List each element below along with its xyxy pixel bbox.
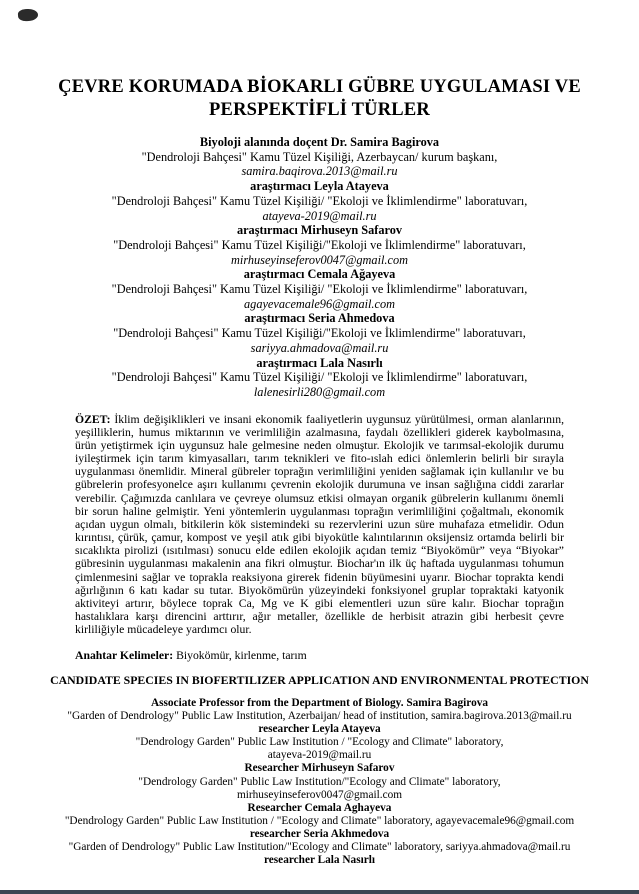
author-email: atayeva-2019@mail.ru (267, 749, 372, 762)
abstract-text: İklim değişiklikleri ve insani ekonomik faaliyetlerin uygunsuz yürütülmesi, orman alanlarının, yeşilliklerin, humus miktarının ve verimliliğin azalmasına, faydalı özellikleri giderek kaybolmasına, ürün yetiştirmek için uygunsuz hale gelmesine neden olmuştur. Ekolojik ve tarımsal-ekolojik durumu iyileştirmek için tarım kimyasalları, tarım teknikleri ve fito-ıslah edici önlemlerin belirli bir sırayla uygulanması önemlidir. Mineral gübreler toprağın verimliliğini yeniden sağlamak için kullanılır ve bu gübrelerin profesyonelce aşırı kullanımı çevrenin ekolojik durumuna ve insan sağlığına ciddi zararlar verebilir. Çağımızda canlılara ve çevreye olumsuz etkisi olmayan organik gübrelerin kullanımı önemli bir sorun haline gelmiştir. Yeni yöntemlerin uygulanması toprağın verimliliğini çoğaltmalı, ekonomik açıdan uygun olmalı, bitkilerin kök sistemindeki su rezervlerini uzun süre muhafaza etmelidir. Odun kırıntısı, çürük, çamur, kompost ve yeşil atık gibi biyokütle kalıntılarının oksijensiz ortamda belirli bir sıcaklıkta pirolizi (ısıtılması) sonucu elde edilen ekolojik açıdan temiz “Biyokömür” veya “Biyokar” gübresinin uygulanması makalenin ana fikri olmuştur. Biochar'ın ilk üç haftada uygulanması tohumun çimlenmesini sağlar ve toprakla reaksiyona girerek fidenin büyümesini uyarır. Biochar toprakta kendi ağırlığının 6 katı kadar su tutar. Biyokömürün yüzeyindeki fonksiyonel gruplar topraktaki katyonik aktiviteyi artırır, böylece toprak Ca, Mg ve K gibi elementleri uzun süre kalır. Biochar toprağın hastalıklara karşı direncini arttırır, ağır metaller, özellikle de herbisit atrazin gibi herbesit çevre kirliliğiyle mücadeleye yardımcı olur. (75, 412, 564, 637)
author-email: atayeva-2019@mail.ru (262, 208, 377, 223)
author-affiliation: "Garden of Dendrology" Public Law Institution, Azerbaijan/ head of institution, samira.bagirova.2013@mail.ru (67, 710, 572, 723)
author-email: lalenesirli280@gmail.com (253, 384, 386, 399)
authors-block-english (0, 697, 639, 867)
paper-title-line-2: PERSPEKTİFLİ TÜRLER (209, 100, 430, 120)
author-affiliation: "Dendrology Garden" Public Law Institution / "Ecology and Climate" laboratory, (135, 736, 504, 749)
author-name: researcher Seria Akhmedova (249, 827, 390, 840)
author-email: agayevacemale96@gmail.com (244, 296, 395, 311)
author-name: Biyoloji alanında doçent Dr. Samira Bagirova (199, 135, 440, 149)
authors-block-turkish (0, 135, 639, 400)
abstract-label: ÖZET: (75, 412, 111, 426)
author-affiliation: "Dendroloji Bahçesi" Kamu Tüzel Kişiliği/"Ekoloji ve İklimlendirme" laboratuvarı, (113, 237, 526, 252)
author-email: samira.baqirova.2013@mail.ru (241, 164, 398, 179)
author-affiliation: "Dendroloji Bahçesi" Kamu Tüzel Kişiliği/ "Ekoloji ve İklimlendirme" laboratuvarı, (111, 370, 528, 385)
paper-title (0, 0, 639, 122)
author-name: araştırmacı Mirhuseyn Safarov (236, 223, 403, 238)
author-name: araştırmacı Seria Ahmedova (244, 311, 395, 326)
author-affiliation: "Dendrology Garden" Public Law Institution/"Ecology and Climate" laboratory, (138, 775, 501, 788)
author-affiliation: "Dendroloji Bahçesi" Kamu Tüzel Kişiliği, Azerbaycan/ kurum başkanı, (141, 149, 498, 164)
author-email: mirhuseyinseferov0047@gmail.com (236, 788, 403, 801)
author-name: araştırmacı Cemala Ağayeva (243, 267, 396, 282)
author-name: Researcher Mirhuseyn Safarov (244, 762, 395, 775)
author-email: sariyya.ahmadova@mail.ru (250, 340, 389, 355)
author-affiliation: "Dendroloji Bahçesi" Kamu Tüzel Kişiliği/ "Ekoloji ve İklimlendirme" laboratuvarı, (111, 282, 528, 297)
author-name: araştırmacı Leyla Atayeva (250, 179, 389, 194)
author-name: researcher Leyla Atayeva (258, 723, 381, 736)
author-affiliation: "Dendroloji Bahçesi" Kamu Tüzel Kişiliği/ "Ekoloji ve İklimlendirme" laboratuvarı, (111, 193, 528, 208)
window-bottom-bar (0, 890, 639, 894)
author-affiliation: "Dendrology Garden" Public Law Institution / "Ecology and Climate" laboratory, agayevacemale96@gmail.com (64, 814, 575, 827)
keywords-text: Biyokömür, kirlenme, tarım (176, 649, 307, 663)
keywords-line (75, 649, 564, 662)
author-email: mirhuseyinseferov0047@gmail.com (231, 252, 408, 267)
author-name: araştırmacı Lala Nasırlı (256, 355, 383, 370)
keywords-label: Anahtar Kelimeler: (75, 649, 174, 663)
author-name: researcher Lala Nasırlı (263, 854, 376, 867)
author-affiliation: "Dendroloji Bahçesi" Kamu Tüzel Kişiliği/"Ekoloji ve İklimlendirme" laboratuvarı, (113, 326, 526, 341)
author-name: Researcher Cemala Aghayeva (247, 801, 392, 814)
english-title: CANDIDATE SPECIES IN BIOFERTILIZER APPLICATION AND ENVIRONMENTAL PROTECTION (50, 673, 589, 688)
paper-title-line-1: ÇEVRE KORUMADA BİOKARLI GÜBRE UYGULAMASI VE (58, 77, 581, 97)
author-affiliation: "Garden of Dendrology" Public Law Institution/"Ecology and Climate" laboratory, sariyya.ahmadova@mail.ru (68, 841, 571, 853)
author-name: Associate Professor from the Department of Biology. Samira Bagirova (150, 696, 489, 709)
abstract-paragraph (75, 413, 564, 637)
